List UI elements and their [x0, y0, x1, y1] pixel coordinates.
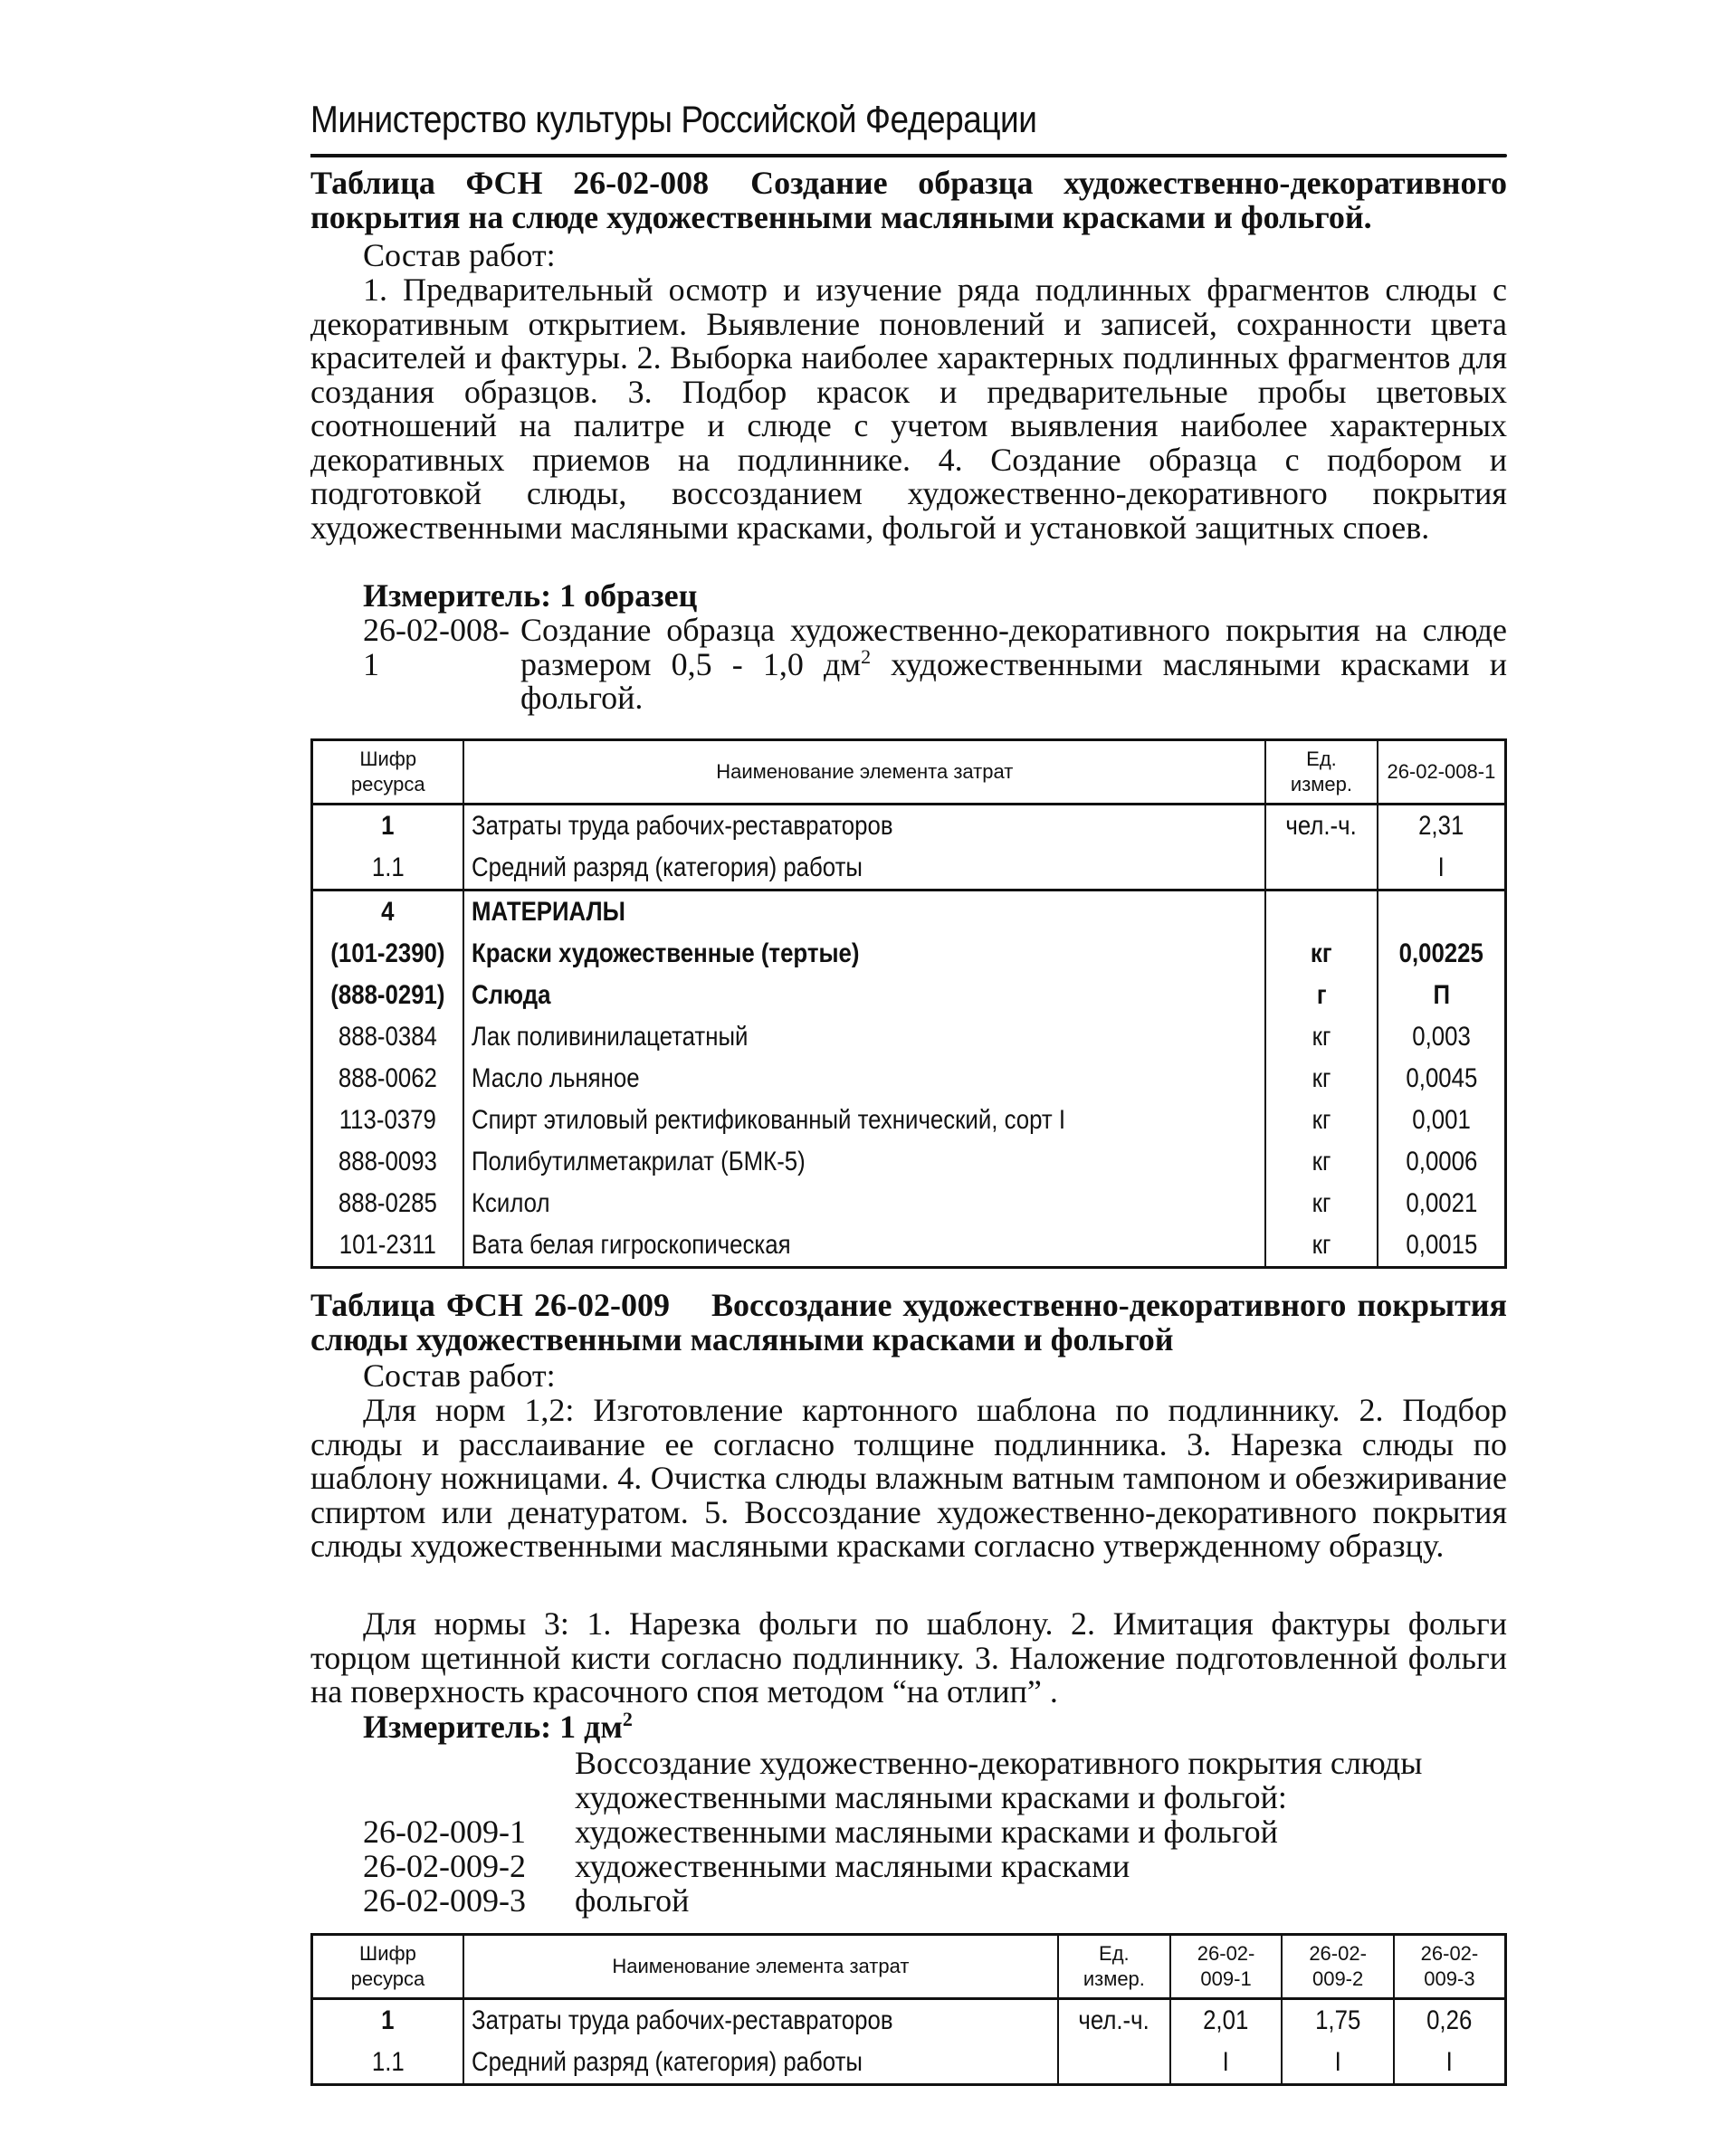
- cell-value-text: 0,0021: [1405, 1188, 1477, 1218]
- table1-header-code: Шифр ресурса: [312, 740, 464, 805]
- cell-code-text: 1.1: [371, 852, 405, 882]
- cell-value-text: 0,0015: [1405, 1230, 1477, 1260]
- table1-header-col1: 26-02-008-1: [1378, 740, 1506, 805]
- cell-name-text: МАТЕРИАЛЫ: [472, 897, 626, 927]
- table2-header-col3: 26-02-009-3: [1394, 1935, 1506, 1999]
- cell-unit-text: чел.-ч.: [1078, 2005, 1150, 2035]
- cell-code-text: 888-0384: [339, 1022, 438, 1052]
- table-row: [312, 2042, 1506, 2085]
- cell-code-text: (101-2390): [330, 938, 445, 968]
- cell-name: [463, 1999, 1058, 2043]
- document-page: [310, 0, 1507, 2143]
- table1-norm-desc-a: Создание образца художественно-декоративного покрытия на слюде размером 0,5 - 1,0 дм: [520, 612, 1507, 682]
- cell-value-text: 0,0006: [1405, 1147, 1477, 1176]
- table2-header-col2: 26-02-009-2: [1282, 1935, 1394, 1999]
- table-row: [312, 1141, 1506, 1183]
- cell-unit-text: кг: [1311, 938, 1332, 968]
- cell-name-text: Средний разряд (категория) работы: [472, 852, 863, 882]
- table2-header-code: Шифр ресурса: [312, 1935, 463, 1999]
- cell-value: [1170, 1999, 1283, 2043]
- cell-name-text: Затраты труда рабочих-реставраторов: [472, 811, 893, 841]
- table1-norm-line: [310, 614, 1507, 716]
- cell-name-text: Лак поливинилацетатный: [472, 1022, 749, 1052]
- cell-name-text: Краски художественные (тертые): [472, 938, 860, 968]
- cell-code: [312, 805, 464, 848]
- cell-value-text: I: [1222, 2047, 1230, 2077]
- table-row: [312, 891, 1506, 934]
- cell-value-text: I: [1445, 2047, 1454, 2077]
- cell-value: [1378, 805, 1506, 848]
- cell-unit: [1265, 1058, 1378, 1100]
- table2-measure-sup: 2: [622, 1708, 633, 1730]
- table2-norm-desc: художественными масляными красками: [575, 1848, 1130, 1884]
- cell-value: [1378, 1016, 1506, 1058]
- table-row: [312, 933, 1506, 975]
- cell-code-text: 1.1: [371, 2047, 405, 2077]
- cell-value: [1378, 1058, 1506, 1100]
- cell-code-text: 101-2311: [339, 1230, 437, 1260]
- table2-composition-label: Состав работ:: [363, 1357, 556, 1394]
- cell-name-text: Слюда: [472, 980, 551, 1010]
- table2-composition-text-1: Для норм 1,2: Изготовление картонного шаблона по подлиннику. 2. Подбор слюды и расслаивание ее согласно толщине подлинника. 3. Нарезка слюды по шаблону ножницами. 4. Очистка слюды влажным ватным тампоном и обезжиривание спиртом или денатуратом. 5. Воссоздание художественно-декоративного покрытия слюды художественными масляными красками согласно утвержденному образцу.: [310, 1392, 1507, 1564]
- table2-norm-intro: Воссоздание художественно-декоративного покрытия слюды художественными масляными красками и фольгой:: [575, 1745, 1423, 1815]
- cell-code: [312, 1100, 464, 1141]
- table-row: [312, 847, 1506, 891]
- table-row: [312, 1058, 1506, 1100]
- cell-code-text: (888-0291): [330, 980, 445, 1010]
- table2-norm-desc: фольгой: [575, 1882, 690, 1919]
- table2-title: [310, 1289, 1507, 1357]
- cell-name: [463, 1058, 1265, 1100]
- table2-composition-text-2: Для нормы 3: 1. Нарезка фольги по шаблону. 2. Имитация фактуры фольги торцом щетинной кисти согласно подлиннику. 3. Наложение подготовленной фольги на поверхность красочного споя методом “на отлип” .: [310, 1605, 1507, 1710]
- table1-norm-desc-b: художественными масляными красками и фольгой.: [520, 645, 1507, 716]
- cell-unit-text: кг: [1312, 1230, 1331, 1260]
- table2-header-name: Наименование элемента затрат: [463, 1935, 1058, 1999]
- cell-unit-text: кг: [1312, 1063, 1331, 1093]
- cell-name-text: Спирт этиловый ректификованный технический, сорт I: [472, 1105, 1066, 1135]
- cell-name-text: Ксилол: [472, 1188, 550, 1218]
- cell-name-text: Вата белая гигроскопическая: [472, 1230, 791, 1260]
- table2-norm-line-3: [310, 1884, 1507, 1919]
- cell-value-text: I: [1437, 852, 1445, 882]
- cell-unit: [1265, 1183, 1378, 1224]
- cell-value: [1378, 1141, 1506, 1183]
- table2-title-number: Таблица ФСН 26-02-009: [310, 1287, 670, 1323]
- table1-title-number: Таблица ФСН 26-02-008: [310, 165, 710, 201]
- cell-code: [312, 975, 464, 1016]
- cell-name-text: Масло льняное: [472, 1063, 640, 1093]
- table-row: [312, 1016, 1506, 1058]
- table2-norm-code: 26-02-009-1: [363, 1814, 526, 1850]
- cell-code-text: 888-0062: [339, 1063, 438, 1093]
- cell-value-text: 0,003: [1412, 1022, 1471, 1052]
- cell-code: [312, 933, 464, 975]
- cell-code: [312, 1016, 464, 1058]
- table2-header-unit: Ед. измер.: [1058, 1935, 1170, 1999]
- cell-code: [312, 1058, 464, 1100]
- table2-norm-line-2: [310, 1850, 1507, 1884]
- cell-code-text: 4: [381, 897, 395, 927]
- table2-measure-text: Измеритель: 1 дм: [363, 1709, 623, 1745]
- table1-grid: [310, 738, 1507, 1269]
- cell-name: [463, 975, 1265, 1016]
- cell-value: [1282, 2042, 1394, 2085]
- cell-name: [463, 1224, 1265, 1268]
- cell-value: [1170, 2042, 1283, 2085]
- cell-value-text: П: [1433, 980, 1450, 1010]
- table1-title-text: Создание образца художественно-декоративного покрытия на слюде художественными масляными красками и фольгой.: [310, 165, 1507, 235]
- cell-unit-text: кг: [1312, 1022, 1331, 1052]
- table2-norm-line-1: [310, 1815, 1507, 1850]
- cell-value: [1378, 1183, 1506, 1224]
- table2-header-row: [312, 1935, 1506, 1999]
- cell-unit-text: г: [1316, 980, 1327, 1010]
- cell-unit: [1265, 847, 1378, 891]
- cell-name: [463, 1141, 1265, 1183]
- cell-code: [312, 1141, 464, 1183]
- cell-unit: [1265, 1141, 1378, 1183]
- cell-unit: [1265, 975, 1378, 1016]
- table1-header-name: Наименование элемента затрат: [463, 740, 1265, 805]
- cell-value-text: I: [1334, 2047, 1341, 2077]
- cell-unit: [1265, 805, 1378, 848]
- cell-value-text: 0,001: [1412, 1105, 1471, 1135]
- cell-unit: [1265, 933, 1378, 975]
- table2-measure: [310, 1710, 1560, 1745]
- table1-norm-desc: [520, 614, 1507, 716]
- table-row: [312, 1999, 1506, 2043]
- cell-name: [463, 933, 1265, 975]
- table2-title-text: Воссоздание художественно-декоративного покрытия слюды художественными масляными красками и фольгой: [310, 1287, 1507, 1357]
- cell-name: [463, 2042, 1058, 2085]
- cell-name-text: Затраты труда рабочих-реставраторов: [471, 2005, 893, 2035]
- cell-value: [1378, 975, 1506, 1016]
- cell-unit-text: кг: [1312, 1147, 1331, 1176]
- cell-name-text: Средний разряд (категория) работы: [471, 2047, 863, 2077]
- cell-code-text: 1: [381, 2005, 395, 2035]
- table-row: [312, 1183, 1506, 1224]
- cell-name: [463, 847, 1265, 891]
- cell-value-text: 0,26: [1426, 2005, 1473, 2035]
- cell-value-text: 2,31: [1418, 811, 1464, 841]
- cell-unit: [1058, 1999, 1170, 2043]
- table-row: [312, 1100, 1506, 1141]
- cell-code: [312, 2042, 463, 2085]
- table2-norm-code: 26-02-009-3: [363, 1882, 526, 1919]
- cell-value-text: 1,75: [1315, 2005, 1361, 2035]
- table1-title: [310, 167, 1507, 234]
- cell-unit-text: кг: [1312, 1105, 1331, 1135]
- table1-norm-desc-sup: 2: [861, 644, 872, 668]
- cell-value: [1378, 891, 1506, 934]
- cell-value: [1378, 847, 1506, 891]
- table2-norm-desc: художественными масляными красками и фольгой: [575, 1814, 1278, 1850]
- cell-code: [312, 891, 464, 934]
- cell-value: [1378, 1224, 1506, 1268]
- cell-unit: [1265, 1016, 1378, 1058]
- cell-value: [1378, 1100, 1506, 1141]
- table2-norm-code: 26-02-009-2: [363, 1848, 526, 1884]
- cell-code: [312, 1183, 464, 1224]
- cell-name: [463, 891, 1265, 934]
- cell-name-text: Полибутилметакрилат (БМК-5): [472, 1147, 806, 1176]
- table1-norm-code: 26-02-008-1: [363, 612, 510, 682]
- cell-code-text: 1: [381, 811, 395, 841]
- table1-composition-label: Состав работ:: [363, 237, 556, 273]
- cell-unit: [1265, 1224, 1378, 1268]
- cell-unit-text: чел.-ч.: [1285, 811, 1358, 841]
- cell-value: [1378, 933, 1506, 975]
- cell-code: [312, 1999, 463, 2043]
- table1-header-row: [312, 740, 1506, 805]
- cell-value: [1282, 1999, 1394, 2043]
- cell-code-text: 888-0285: [339, 1188, 438, 1218]
- cell-unit: [1265, 891, 1378, 934]
- table1-header-unit: Ед. измер.: [1265, 740, 1378, 805]
- cell-code: [312, 1224, 464, 1268]
- cell-value-text: 0,0045: [1405, 1063, 1477, 1093]
- cell-code: [312, 847, 464, 891]
- cell-name: [463, 805, 1265, 848]
- cell-name: [463, 1100, 1265, 1141]
- cell-name: [463, 1183, 1265, 1224]
- running-header: Министерство культуры Российской Федерации: [310, 98, 1037, 140]
- table-row: [312, 805, 1506, 848]
- cell-unit-text: кг: [1312, 1188, 1331, 1218]
- cell-name: [463, 1016, 1265, 1058]
- cell-unit: [1265, 1100, 1378, 1141]
- cell-value: [1394, 2042, 1506, 2085]
- cell-code-text: 888-0093: [339, 1147, 438, 1176]
- table-row: [312, 975, 1506, 1016]
- table-row: [312, 1224, 1506, 1268]
- header-rule: [310, 154, 1507, 157]
- cell-value: [1394, 1999, 1506, 2043]
- cell-unit: [1058, 2042, 1170, 2085]
- cell-value-text: 0,00225: [1398, 938, 1484, 968]
- table1-measure: Измеритель: 1 образец: [363, 577, 698, 614]
- table1-composition-text: 1. Предварительный осмотр и изучение ряда подлинных фрагментов слюды с декоративным открытием. Выявление поновлений и записей, сохранности цвета красителей и фактуры. 2. Выборка наиболее характерных подлинных фрагментов для создания образцов. 3. Подбор красок и предварительные пробы цветовых соотношений на палитре и слюде с учетом выявления наиболее характерных декоративных приемов на подлиннике. 4. Создание образца с подбором и подготовкой слюды, воссозданием художественно-декоративного покрытия художественными масляными красками, фольгой и установкой защитных споев.: [310, 271, 1507, 546]
- cell-value-text: 2,01: [1203, 2005, 1249, 2035]
- cell-code-text: 113-0379: [339, 1105, 437, 1135]
- table2-grid: [310, 1933, 1507, 2086]
- table2-header-col1: 26-02-009-1: [1170, 1935, 1283, 1999]
